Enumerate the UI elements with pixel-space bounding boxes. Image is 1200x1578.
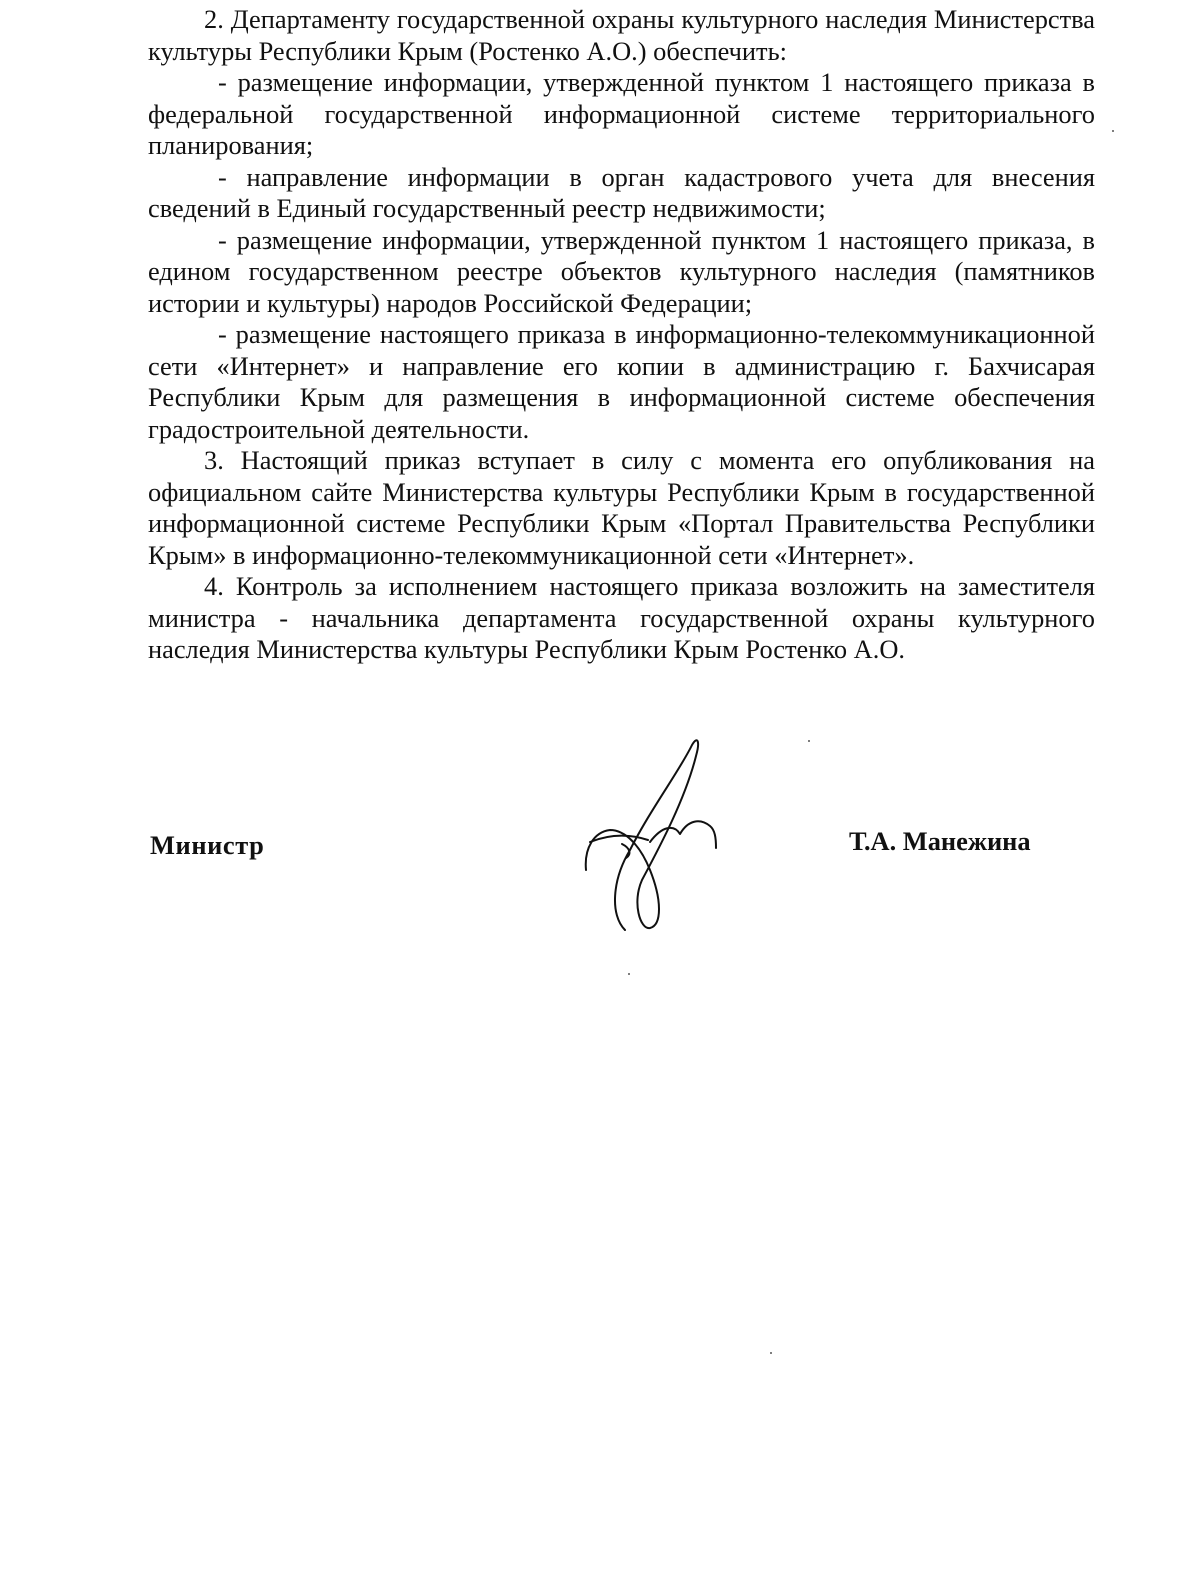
scan-speck <box>628 973 630 975</box>
document-body <box>148 4 1095 666</box>
paragraph-item-2-bullet-3: - размещение информации, утвержденной пунктом 1 настоящего приказа, в едином государственном реестре объектов культурного наследия (памятников истории и культуры) народов Российской Федерации; <box>148 224 1095 318</box>
paragraph-item-4: 4. Контроль за исполнением настоящего приказа возложить на заместителя министра - начальника департамента государственной охраны культурного наследия Министерства культуры Республики Крым Ростенко А.О. <box>148 571 1095 664</box>
paragraph-item-2-bullet-1: - размещение информации, утвержденной пунктом 1 настоящего приказа в федеральной государственной информационной системе территориального планирования; <box>148 67 1095 160</box>
signatory-position: Министр <box>150 830 265 860</box>
paragraph-item-2: 2. Департаменту государственной охраны культурного наследия Министерства культуры Республики Крым (Ростенко А.О.) обеспечить: <box>148 4 1095 66</box>
paragraph-item-3: 3. Настоящий приказ вступает в силу с момента его опубликования на официальном сайте Министерства культуры Республики Крым в государственной информационной системе Республики Крым «Портал Правительства Республики Крым» в информационно-телекоммуникационной сети «Интернет». <box>148 445 1095 570</box>
scan-speck <box>808 740 810 742</box>
scan-speck <box>1112 130 1114 132</box>
signatory-name: Т.А. Манежина <box>849 826 1031 856</box>
paragraph-item-2-bullet-2: - направление информации в орган кадастрового учета для внесения сведений в Единый государственный реестр недвижимости; <box>148 161 1095 223</box>
paragraph-item-2-bullet-4: - размещение настоящего приказа в информационно-телекоммуникационной сети «Интернет» и направление его копии в администрацию г. Бахчисарая Республики Крым для размещения в информационной системе обеспечения градостроительной деятельности. <box>148 319 1095 444</box>
handwritten-signature <box>570 730 740 945</box>
scan-speck <box>770 1352 772 1354</box>
